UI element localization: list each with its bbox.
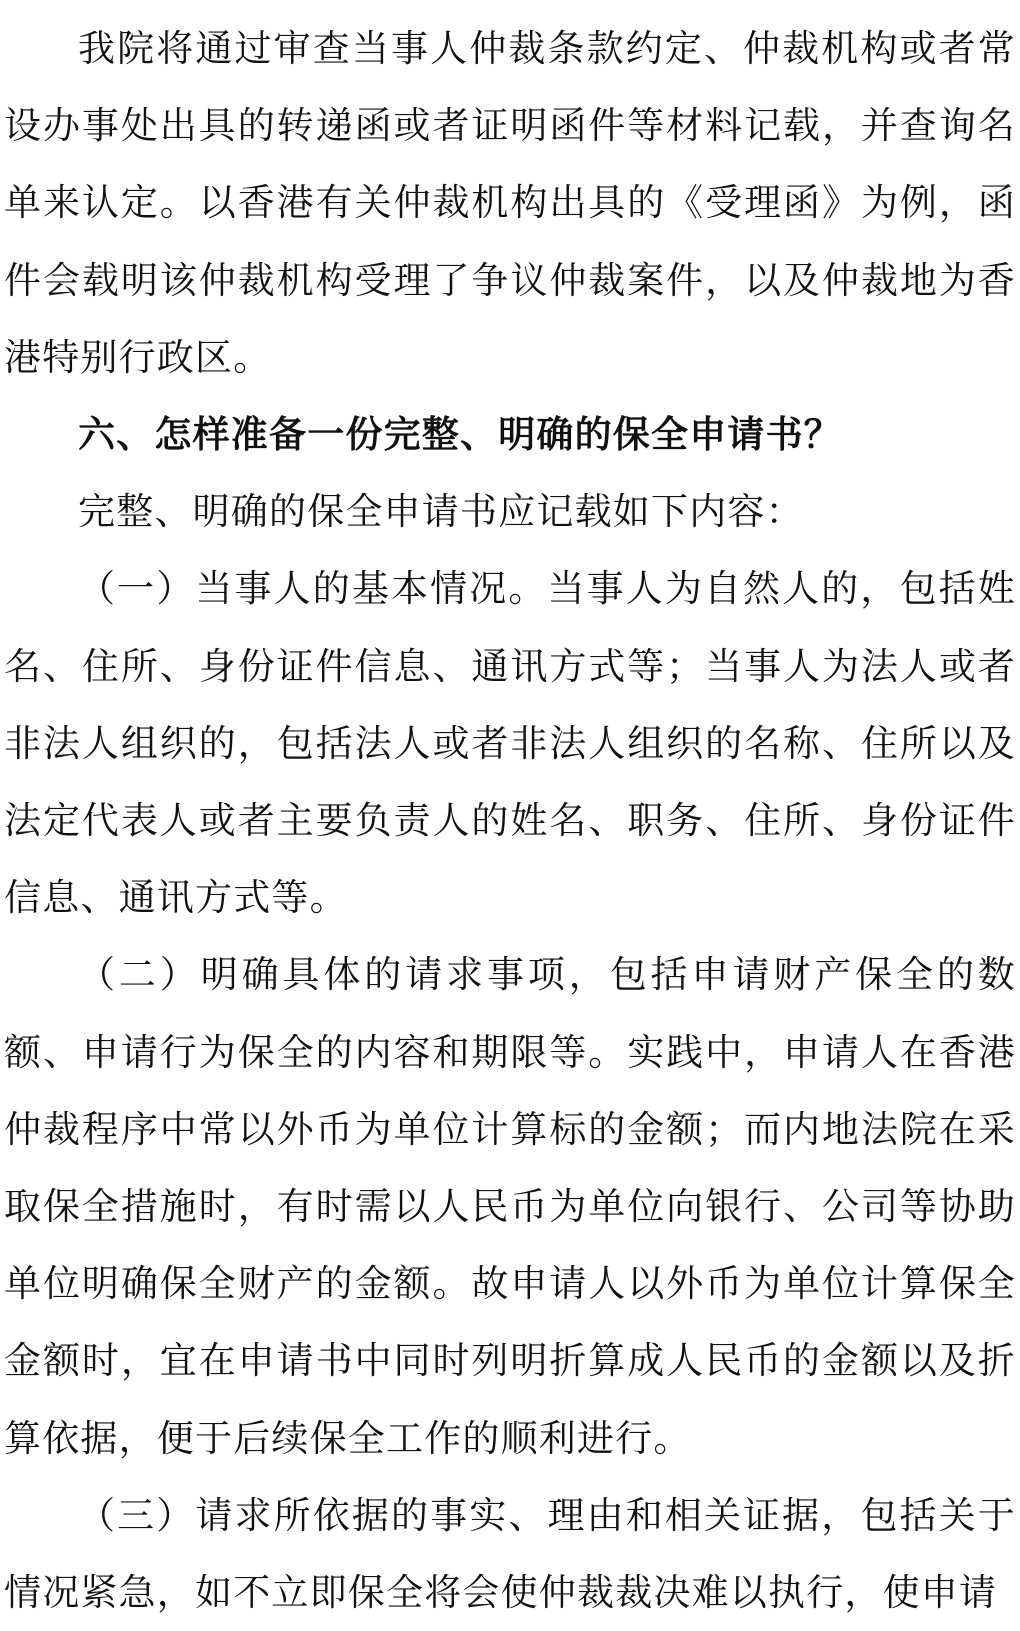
paragraph-item-1-parties: （一）当事人的基本情况。当事人为自然人的，包括姓名、住所、身份证件信息、通讯方式等；当事人为法人或者非法人组织的，包括法人或者非法人组织的名称、住所以及法定代表人或者主要负责人的姓名、职务、住所、身份证件信息、通讯方式等。 (4, 567, 1016, 920)
paragraph-arbitration-identification: 我院将通过审查当事人仲裁条款约定、仲裁机构或者常设办事处出具的转递函或者证明函件等材料记载，并查询名单来认定。以香港有关仲裁机构出具的《受理函》为例，函件会载明该仲裁机构受理了争议仲裁案件，以及仲裁地为香港特别行政区。 (4, 27, 1016, 379)
paragraph-application-contents-intro: 完整、明确的保全申请书应记载如下内容： (78, 490, 804, 534)
section-heading-6: 六、怎样准备一份完整、明确的保全申请书？ (78, 413, 842, 457)
paragraph-item-3-facts: （三）请求所依据的事实、理由和相关证据，包括关于情况紧急，如不立即保全将会使仲裁裁决难以执行，使申请 (4, 1493, 1016, 1615)
paragraph-item-2-requests: （二）明确具体的请求事项，包括申请财产保全的数额、申请行为保全的内容和期限等。实践中，申请人在香港仲裁程序中常以外币为单位计算标的金额；而内地法院在采取保全措施时，有时需以人民币为单位向银行、公司等协助单位明确保全财产的金额。故申请人以外币为单位计算保全金额时，宜在申请书中同时列明折算成人民币的金额以及折算依据，便于后续保全工作的顺利进行。 (4, 953, 1016, 1460)
